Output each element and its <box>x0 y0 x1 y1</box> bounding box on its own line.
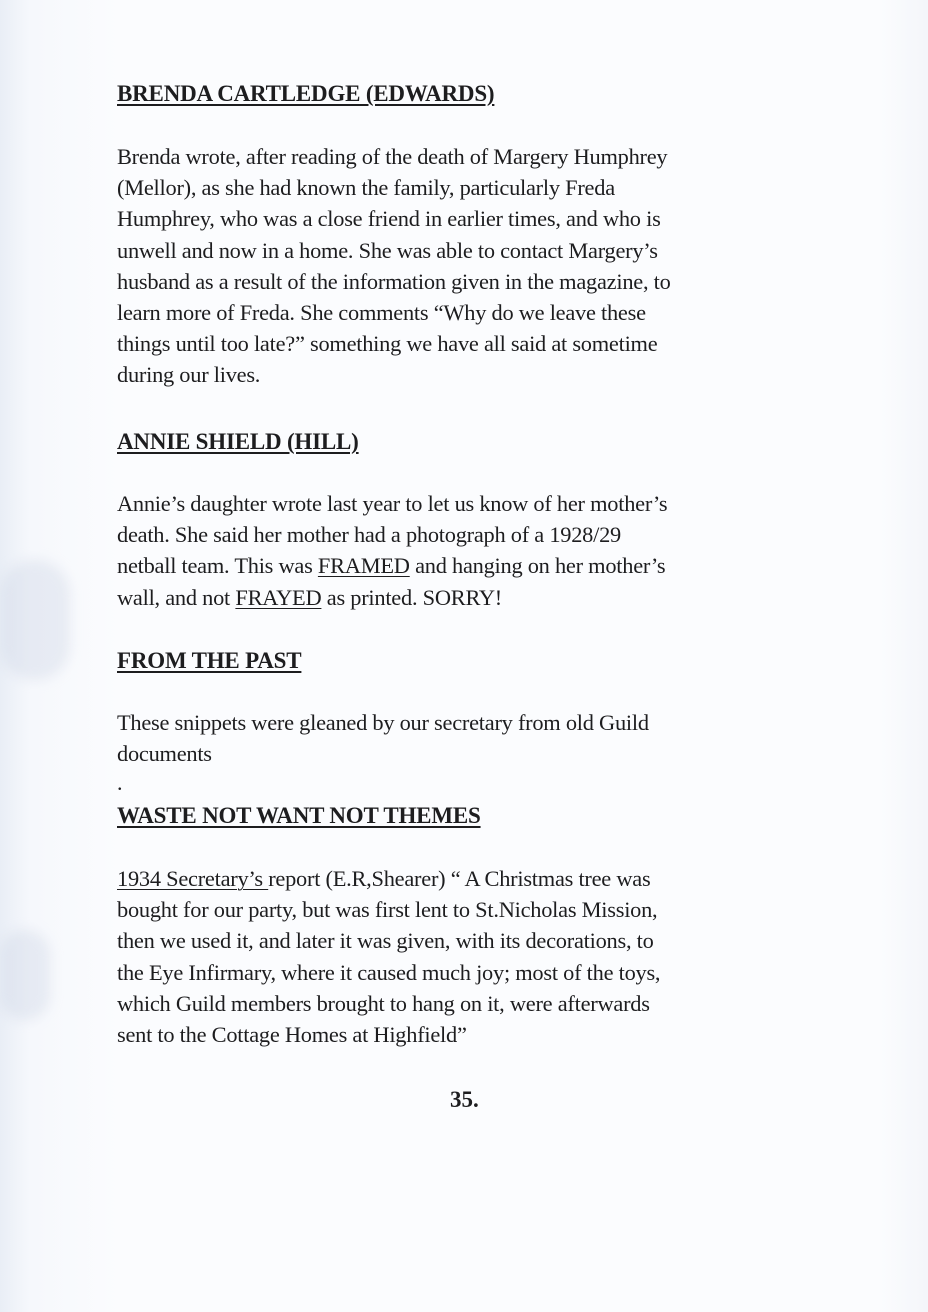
text-segment: report (E.R,Shearer) “ A Christmas tree was <box>268 866 651 891</box>
paragraph-line: Humphrey, who was a close friend in earlier times, and who is <box>117 206 661 232</box>
paragraph-line: sent to the Cottage Homes at Highfield” <box>117 1022 467 1048</box>
section-heading-brenda-cartledge: BRENDA CARTLEDGE (EDWARDS) <box>117 81 495 106</box>
paragraph-line <box>117 863 817 894</box>
paragraph-line <box>117 550 817 581</box>
paragraph-line: documents <box>117 741 212 767</box>
paragraph-line: husband as a result of the information given in the magazine, to <box>117 268 671 294</box>
paragraph-line: things until too late?” something we have all said at sometime <box>117 331 658 357</box>
paragraph-line: These snippets were gleaned by our secretary from old Guild <box>117 710 649 735</box>
section-paragraph-from-the-past <box>117 707 817 769</box>
paragraph-line <box>117 582 817 613</box>
paragraph-line: the Eye Infirmary, where it caused much joy; most of the toys, <box>117 959 661 985</box>
section-paragraph-waste-not-want-not <box>117 863 817 1050</box>
text-segment: netball team. This was <box>117 553 318 579</box>
section-heading-waste-not-want-not: WASTE NOT WANT NOT THEMES <box>117 803 481 828</box>
text-segment: wall, and not <box>117 584 236 610</box>
section-heading-annie-shield: ANNIE SHIELD (HILL) <box>117 429 359 454</box>
paragraph-line: bought for our party, but was first lent to St.Nicholas Mission, <box>117 897 658 923</box>
paragraph-line: Annie’s daughter wrote last year to let us know of her mother’s <box>117 491 668 516</box>
underlined-word-framed: FRAMED <box>317 553 410 579</box>
paragraph-line: death. She said her mother had a photograph of a 1928/29 <box>117 522 621 548</box>
scan-smudge <box>0 930 50 1020</box>
underlined-phrase-secretarys: 1934 Secretary’s <box>117 866 269 891</box>
stray-period-mark: . <box>117 770 123 795</box>
underlined-word-frayed: FRAYED <box>235 584 322 610</box>
text-segment: as printed. SORRY! <box>321 584 503 610</box>
paragraph-line: which Guild members brought to hang on it, were afterwards <box>117 990 650 1016</box>
section-heading-from-the-past: FROM THE PAST <box>117 648 302 673</box>
scan-smudge <box>0 560 70 680</box>
paragraph-line: Brenda wrote, after reading of the death of Margery Humphrey <box>117 144 668 169</box>
paragraph-line: learn more of Freda. She comments “Why do we leave these <box>117 300 646 326</box>
paragraph-line: during our lives. <box>117 362 261 388</box>
text-segment: and hanging on her mother’s <box>409 553 666 579</box>
page-number: 35. <box>450 1087 479 1112</box>
section-paragraph-annie-shield <box>117 488 817 613</box>
paragraph-line: then we used it, and later it was given, with its decorations, to <box>117 928 654 954</box>
paragraph-line: unwell and now in a home. She was able to contact Margery’s <box>117 237 658 263</box>
section-paragraph-brenda-cartledge <box>117 141 817 391</box>
paragraph-line: (Mellor), as she had known the family, particularly Freda <box>117 175 615 201</box>
